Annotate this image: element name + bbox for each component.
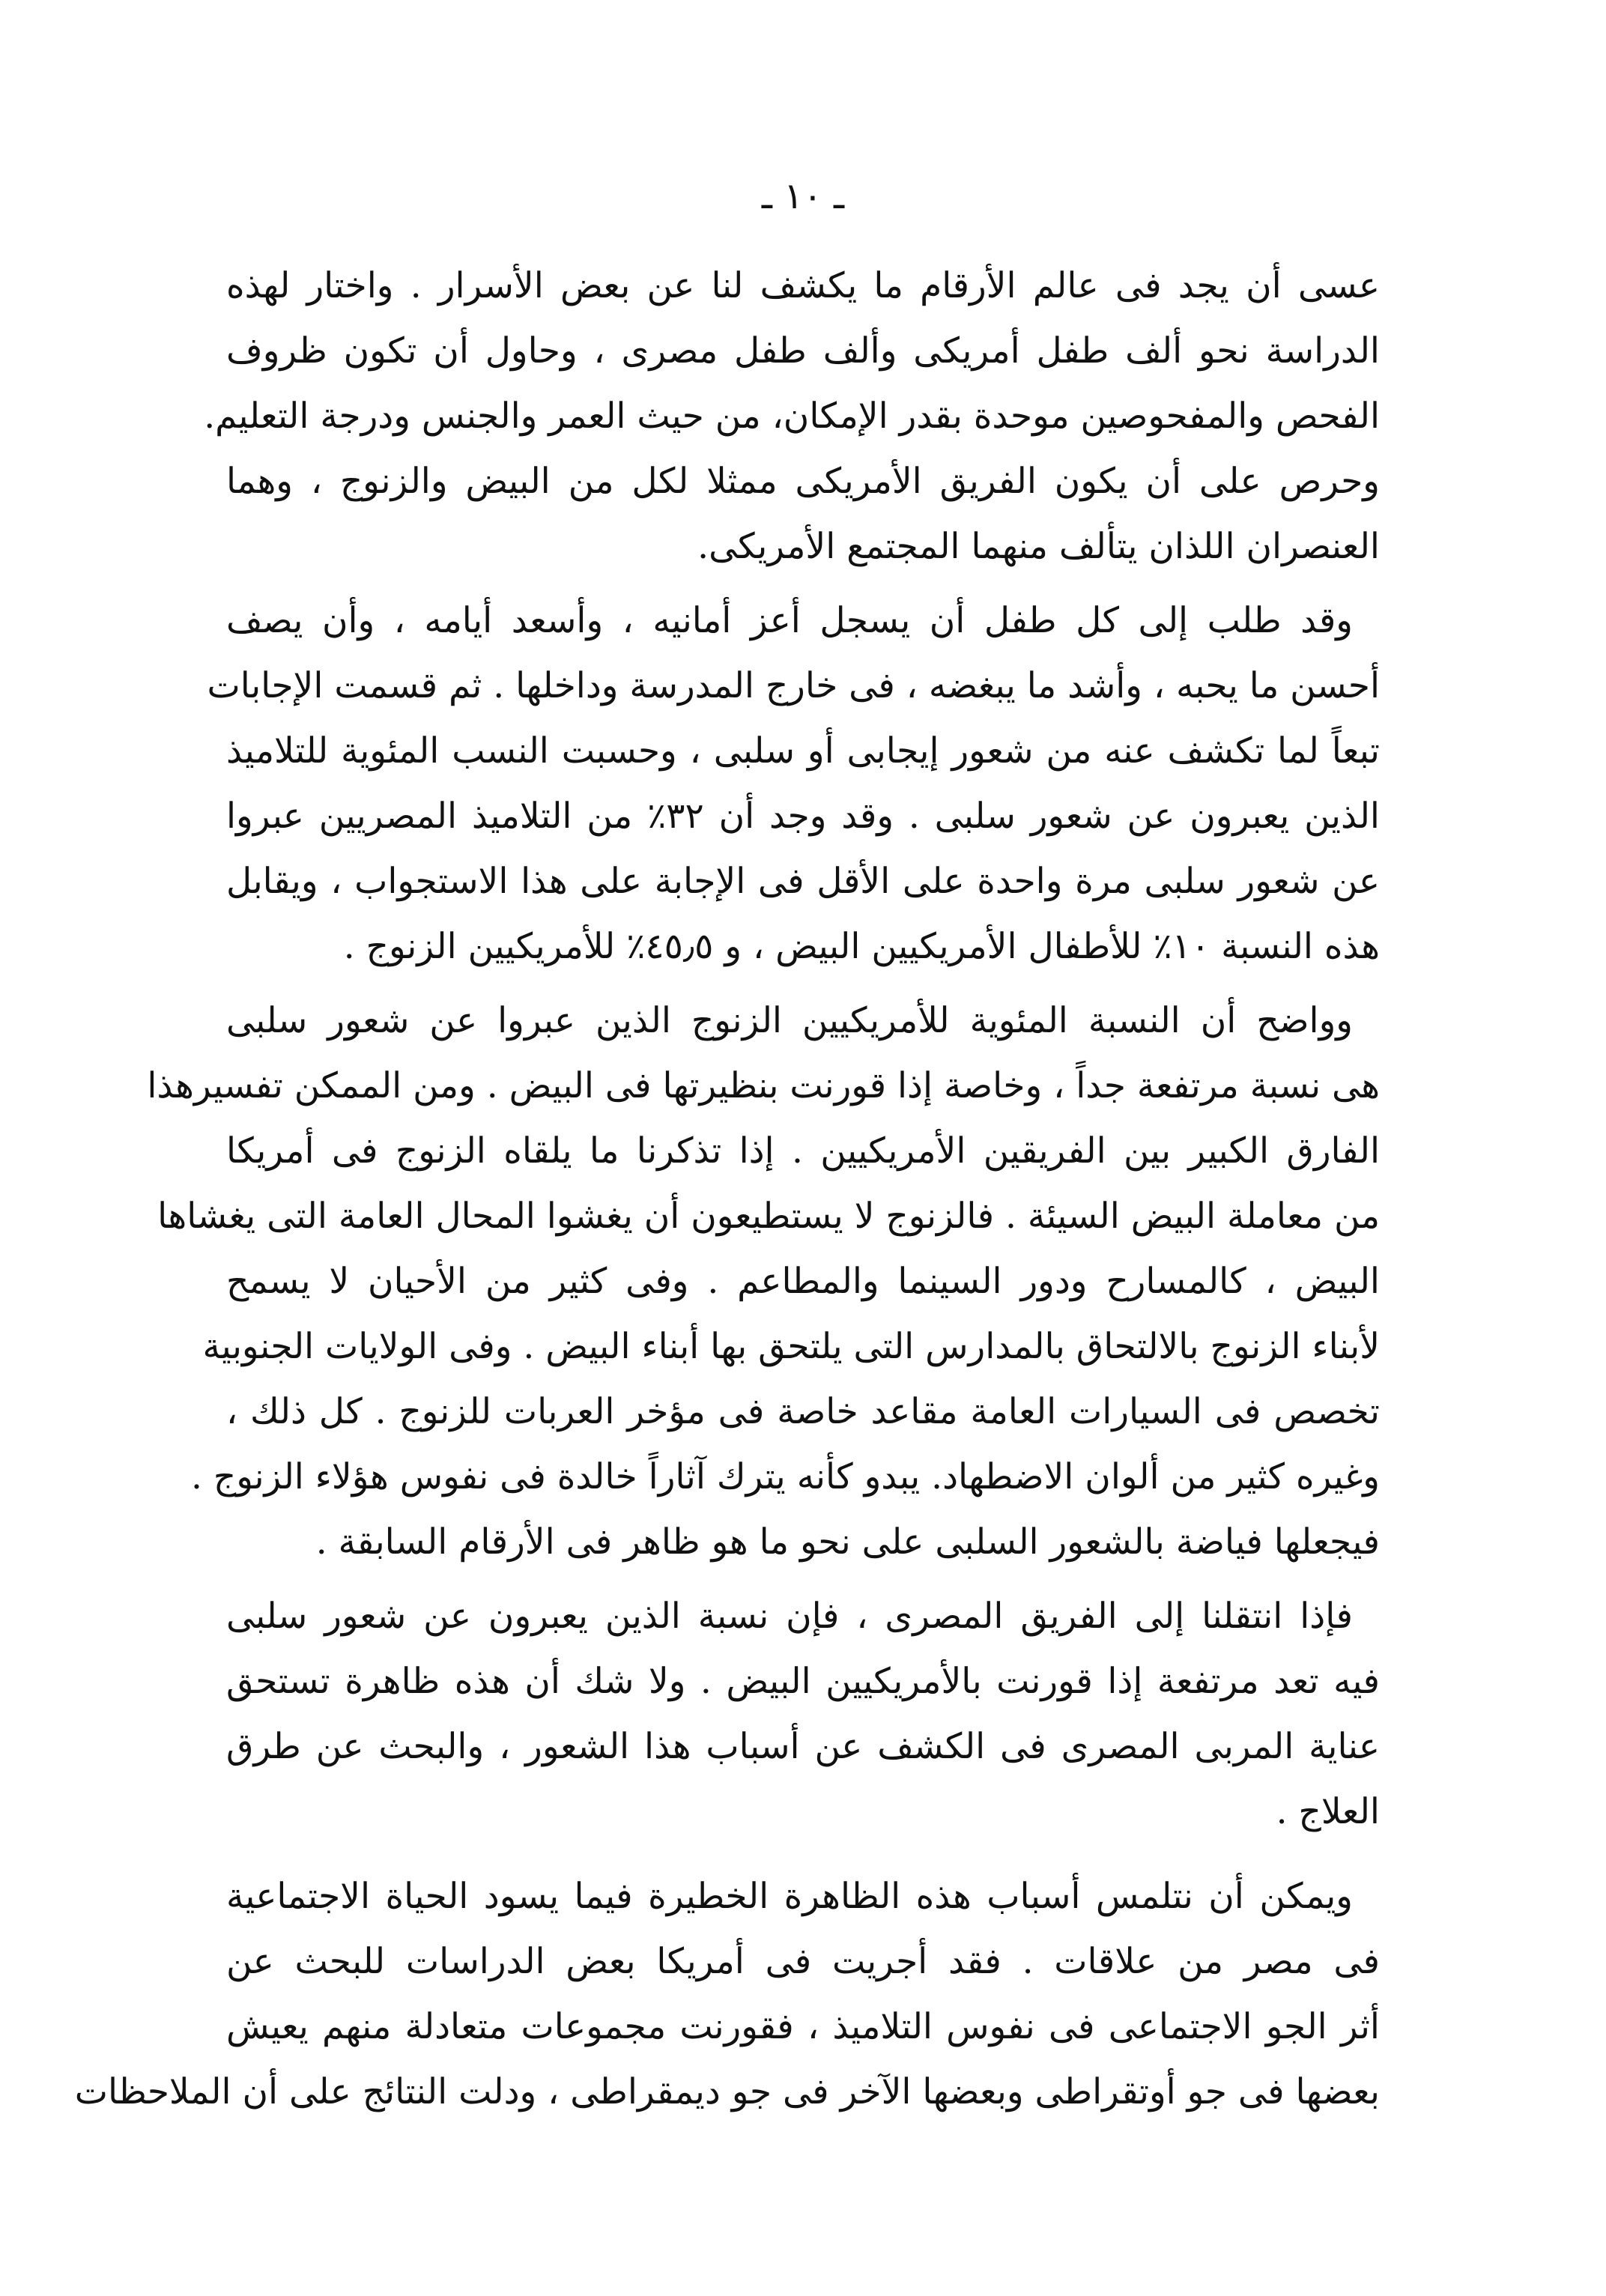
text-line: فيه تعد مرتفعة إذا قورنت بالأمريكيين البيض . ولا شك أن هذه ظاهرة تستحق	[226, 1661, 1380, 1702]
paragraph-3	[147, 988, 1380, 1575]
text-line: الفارق الكبير بين الفريقين الأمريكيين . إذا تذكرنا ما يلقاه الزنوج فى أمريكا	[226, 1130, 1380, 1172]
page-number: ـ ١٠ ـ	[761, 175, 845, 217]
text-line: هى نسبة مرتفعة جداً ، وخاصة إذا قورنت بنظيرتها فى البيض . ومن الممكن تفسيرهذا	[147, 1065, 1380, 1106]
text-line: البيض ، كالمسارح ودور السينما والمطاعم . وفى كثير من الأحيان لا يسمح	[226, 1261, 1380, 1302]
text-line: العنصران اللذان يتألف منهما المجتمع الأمريكى.	[697, 526, 1380, 567]
text-line: عناية المربى المصرى فى الكشف عن أسباب هذا الشعور ، والبحث عن طرق	[226, 1726, 1380, 1767]
text-line: أثر الجو الاجتماعى فى نفوس التلاميذ ، فقورنت مجموعات متعادلة منهم يعيش	[226, 2006, 1380, 2047]
text-line: وقد طلب إلى كل طفل أن يسجل أعز أمانيه ، وأسعد أيامه ، وأن يصف	[226, 600, 1353, 641]
text-line: وواضح أن النسبة المئوية للأمريكيين الزنوج الذين عبروا عن شعور سلبى	[226, 1000, 1353, 1041]
body-text	[74, 253, 1380, 2124]
paragraph-4	[226, 1584, 1380, 1844]
text-line: تخصص فى السيارات العامة مقاعد خاصة فى مؤخر العربات للزنوج . كل ذلك ،	[226, 1391, 1380, 1432]
text-line: الدراسة نحو ألف طفل أمريكى وألف طفل مصرى ، وحاول أن تكون ظروف	[226, 330, 1380, 372]
paragraph-2	[207, 588, 1380, 979]
text-line: من معاملة البيض السيئة . فالزنوج لا يستطيعون أن يغشوا المحال العامة التى يغشاها	[157, 1196, 1380, 1237]
text-line: وحرص على أن يكون الفريق الأمريكى ممثلا لكل من البيض والزنوج ، وهما	[226, 461, 1380, 502]
text-line: فى مصر من علاقات . فقد أجريت فى أمريكا بعض الدراسات للبحث عن	[226, 1941, 1380, 1982]
text-line: عن شعور سلبى مرة واحدة على الأقل فى الإجابة على هذا الاستجواب ، ويقابل	[226, 861, 1380, 902]
text-line: العلاج .	[1276, 1791, 1380, 1832]
text-line: فيجعلها فياضة بالشعور السلبى على نحو ما هو ظاهر فى الأرقام السابقة .	[315, 1521, 1380, 1563]
text-line: بعضها فى جو أوتقراطى وبعضها الآخر فى جو ديمقراطى ، ودلت النتائج على أن الملاحظات	[74, 2071, 1380, 2112]
text-line: تبعاً لما تكشف عنه من شعور إيجابى أو سلبى ، وحسبت النسب المئوية للتلاميذ	[226, 730, 1380, 772]
paragraph-1	[204, 253, 1380, 579]
text-line: لأبناء الزنوج بالالتحاق بالمدارس التى يلتحق بها أبناء البيض . وفى الولايات الجنوبية	[202, 1326, 1380, 1367]
text-line: عسى أن يجد فى عالم الأرقام ما يكشف لنا عن بعض الأسرار . واختار لهذه	[226, 265, 1380, 306]
text-line: أحسن ما يحبه ، وأشد ما يبغضه ، فى خارج المدرسة وداخلها . ثم قسمت الإجابات	[207, 665, 1380, 706]
paragraph-5	[74, 1864, 1380, 2124]
text-line: هذه النسبة ١٠٪ للأطفال الأمريكيين البيض ، و ٤٥٫٥٪ للأمريكيين الزنوج .	[343, 926, 1380, 967]
text-line: الذين يعبرون عن شعور سلبى . وقد وجد أن ٣٢٪ من التلاميذ المصريين عبروا	[226, 796, 1380, 837]
text-line: الفحص والمفحوصين موحدة بقدر الإمكان، من حيث العمر والجنس ودرجة التعليم.	[204, 396, 1380, 437]
text-line: وغيره كثير من ألوان الاضطهاد. يبدو كأنه يترك آثاراً خالدة فى نفوس هؤلاء الزنوج .	[190, 1456, 1380, 1497]
text-line: ويمكن أن نتلمس أسباب هذه الظاهرة الخطيرة فيما يسود الحياة الاجتماعية	[226, 1876, 1353, 1917]
text-line: فإذا انتقلنا إلى الفريق المصرى ، فإن نسبة الذين يعبرون عن شعور سلبى	[226, 1596, 1353, 1637]
